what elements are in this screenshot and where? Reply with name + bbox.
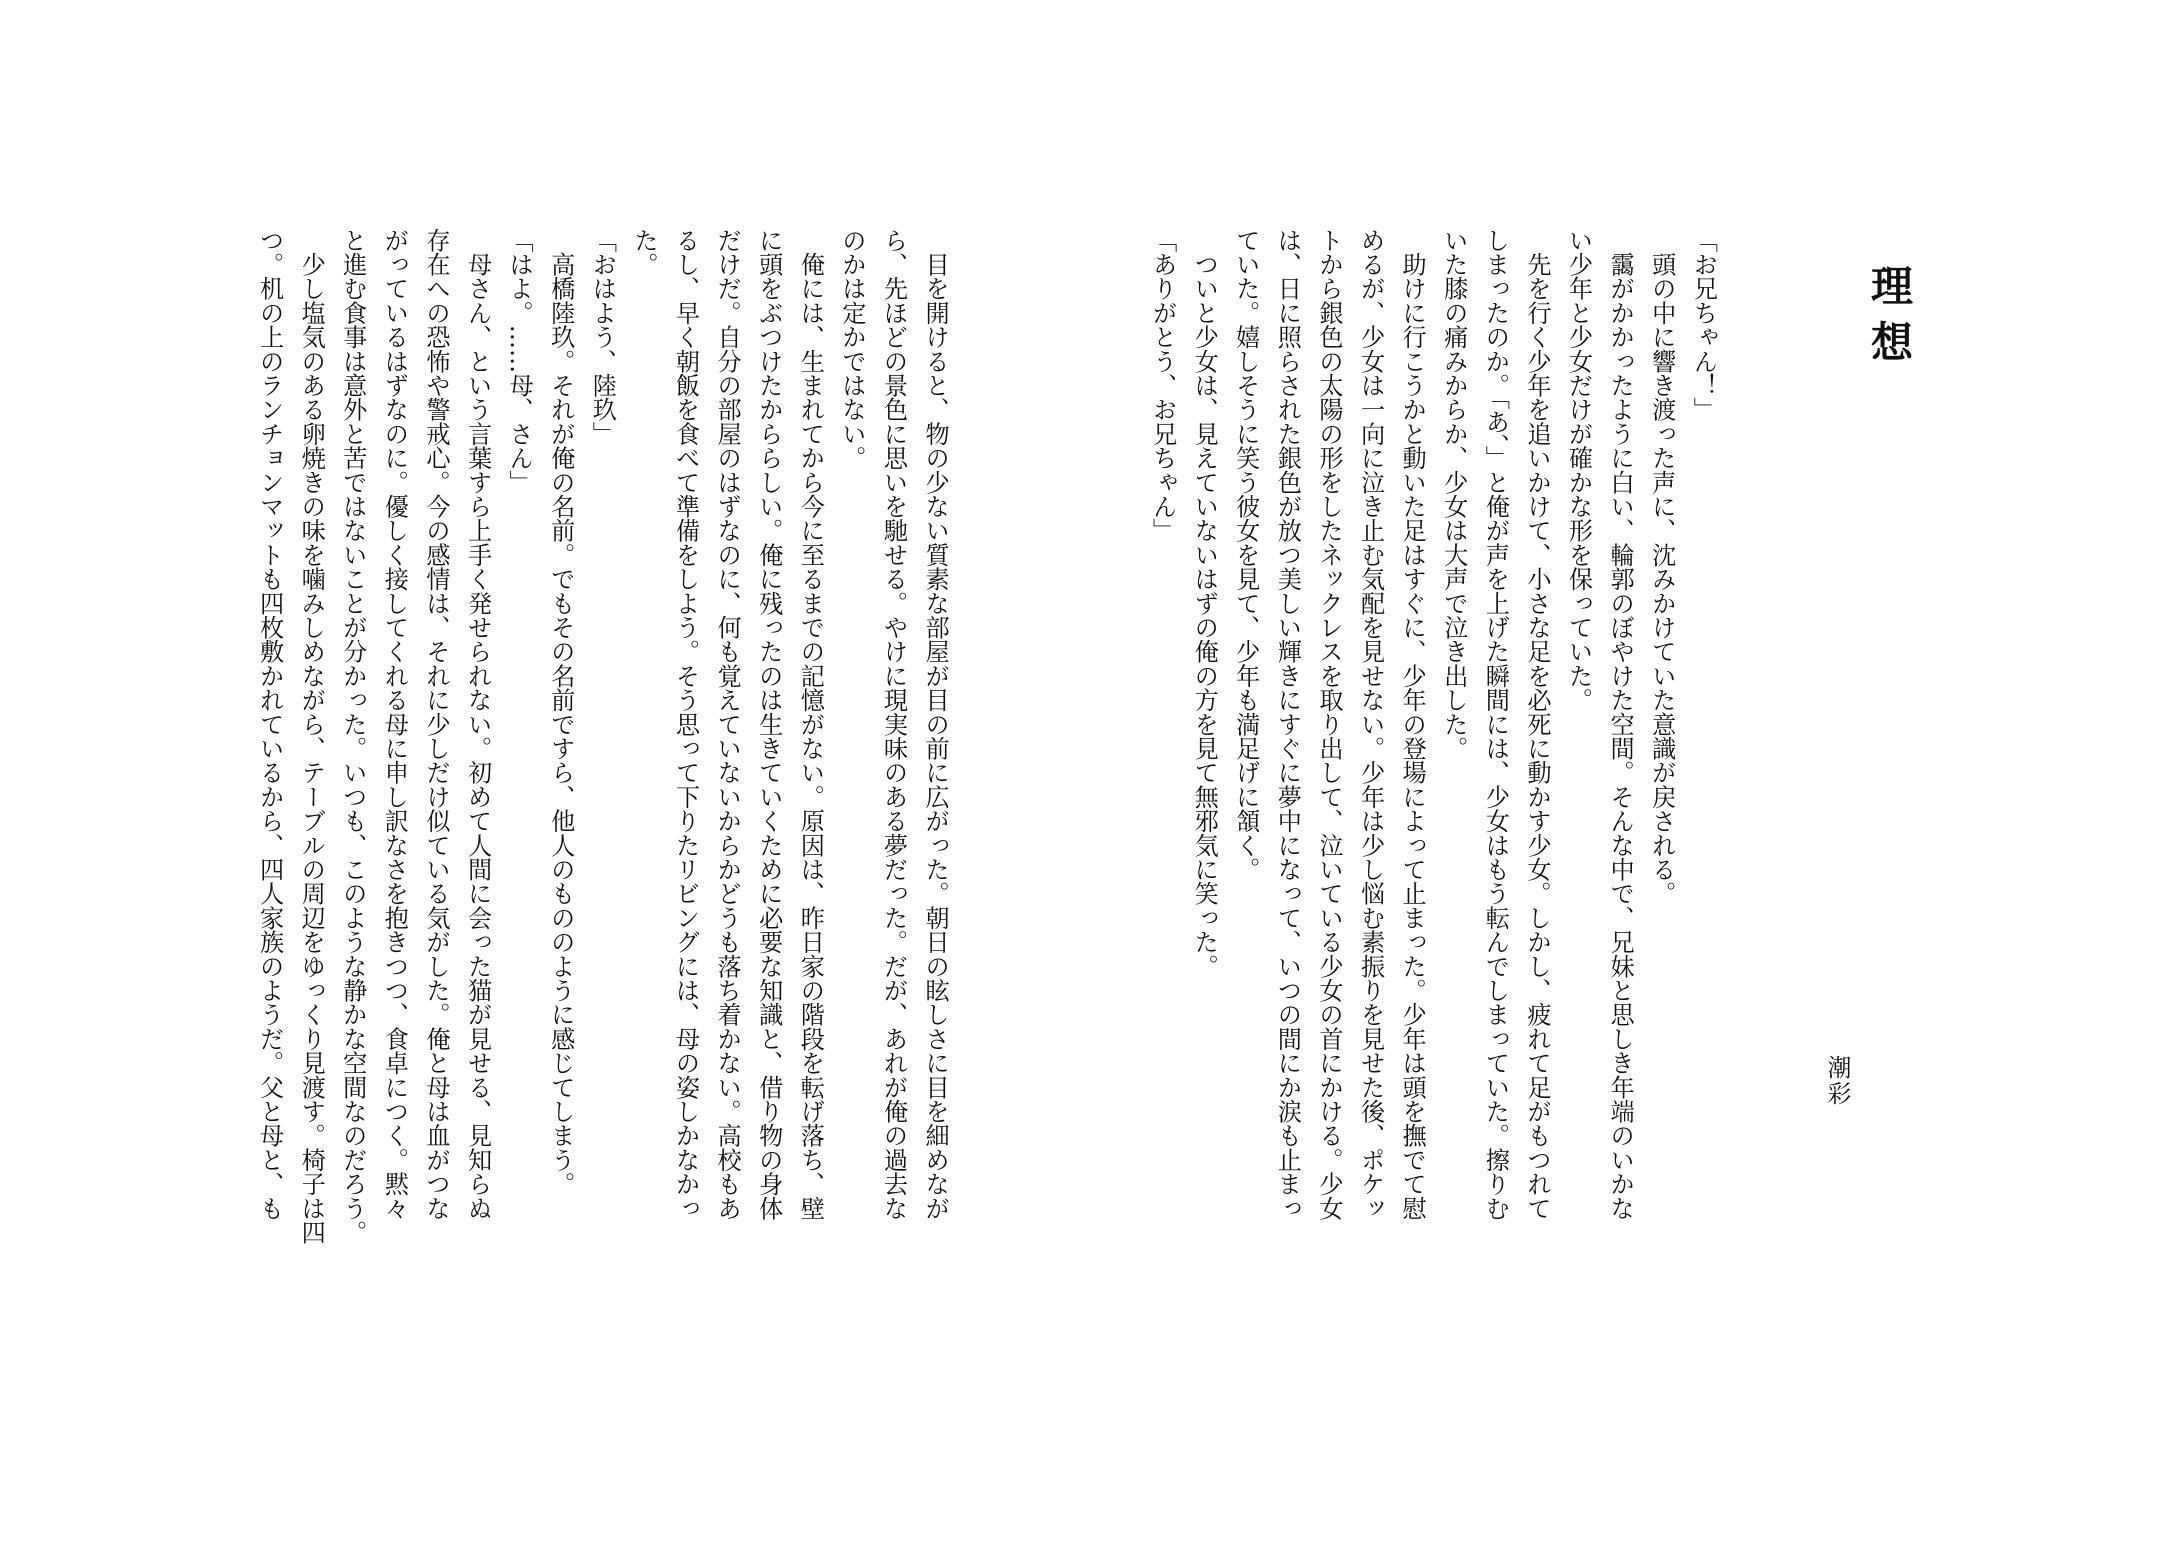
text-line: 目を開けると、物の少ない質素な部屋が目の前に広がった。朝日の眩しさに目を細めなが [921,228,950,1221]
text-line: いた膝の痛みからか、少女は大声で泣き出した。 [1439,228,1468,761]
text-line: のかは定かではない。 [837,228,866,470]
text-line: 「ありがとう、お兄ちゃん」 [1148,228,1177,543]
text-line: 少し塩気のある卵焼きの味を噛みしめながら、テーブルの周辺をゆっくり見渡す。椅子は四 [297,228,326,1245]
author-name: 潮彩 [1823,1055,1851,1107]
text-line: めるが、少女は一向に泣き止む気配を見せない。少年は少し悩む素振りを見せた後、ポケッ [1356,228,1385,1221]
story-title: 理想 [1865,264,1914,376]
text-line: 「おはよう、陸玖」 [588,228,617,446]
text-line: は、日に照らされた銀色が放つ美しい輝きにすぐに夢中になって、いつの間にか涙も止まっ [1273,228,1302,1221]
text-line: 「お兄ちゃん！」 [1689,228,1718,422]
text-line: と進む食事は意外と苦ではないことが分かった。いつも、このような静かな空間なのだろう。 [338,228,367,1245]
text-line: 「はよ。……母、さん」 [505,228,534,495]
text-line: トから銀色の太陽の形をしたネックレスを取り出して、泣いている少女の首にかける。少女 [1314,228,1343,1221]
text-line: 靄がかかったように白い、輪郭のぼやけた空間。そんな中で、兄妹と思しき年端のいかな [1606,228,1635,1221]
text-line: ら、先ほどの景色に思いを馳せる。やけに現実味のある夢だった。だが、あれが俺の過去な [879,228,908,1221]
text-line: 母さん、という言葉すら上手く発せられない。初めて人間に会った猫が見せる、見知らぬ [463,228,492,1221]
text-line: つ。机の上のランチョンマットも四枚敷かれているから、四人家族のようだ。父と母と、も [255,228,284,1221]
text-line: 助けに行こうかと動いた足はすぐに、少年の登場によって止まった。少年は頭を撫でて慰 [1398,228,1427,1221]
text-line: ついと少女は、見えていないはずの俺の方を見て無邪気に笑った。 [1190,228,1219,979]
text-line: るし、早く朝飯を食べて準備をしよう。そう思って下りたリビングには、母の姿しかなかっ [671,228,700,1221]
text-block-first-section [1141,228,1723,1220]
text-line: た。 [629,228,658,277]
text-line: 先を行く少年を追いかけて、小さな足を必死に動かす少女。しかし、疲れて足がもつれて [1522,228,1551,1221]
text-line: ていた。嬉しそうに笑う彼女を見て、少年も満足げに頷く。 [1231,228,1260,882]
text-line: しまったのか。「あ、」と俺が声を上げた瞬間には、少女はもう転んでしまっていた。擦りむ [1481,228,1510,1221]
text-line: がっているはずなのに。優しく接してくれる母に申し訳なさを抱きつつ、食卓につく。黙々 [380,228,409,1221]
text-line: 頭の中に響き渡った声に、沈みかけていた意識が戻される。 [1647,228,1676,906]
text-line: 存在への恐怖や警戒心。今の感情は、それに少しだけ似ている気がした。俺と母は血がつな [421,228,450,1221]
text-line: だけだ。自分の部屋のはずなのに、何も覚えていないからかどうも落ち着かない。高校もあ [713,228,742,1221]
text-line: 俺には、生まれてから今に至るまでの記憶がない。原因は、昨日家の階段を転げ落ち、壁 [796,228,825,1221]
text-line: に頭をぶつけたかららしい。俺に残ったのは生きていくために必要な知識と、借り物の身体 [754,228,783,1221]
text-line: い少年と少女だけが確かな形を保っていた。 [1564,228,1593,712]
text-block-second-section [248,228,955,1244]
text-line: 高橋陸玖。それが俺の名前。でもその名前ですら、他人のもののように感じてしまう。 [546,228,575,1196]
